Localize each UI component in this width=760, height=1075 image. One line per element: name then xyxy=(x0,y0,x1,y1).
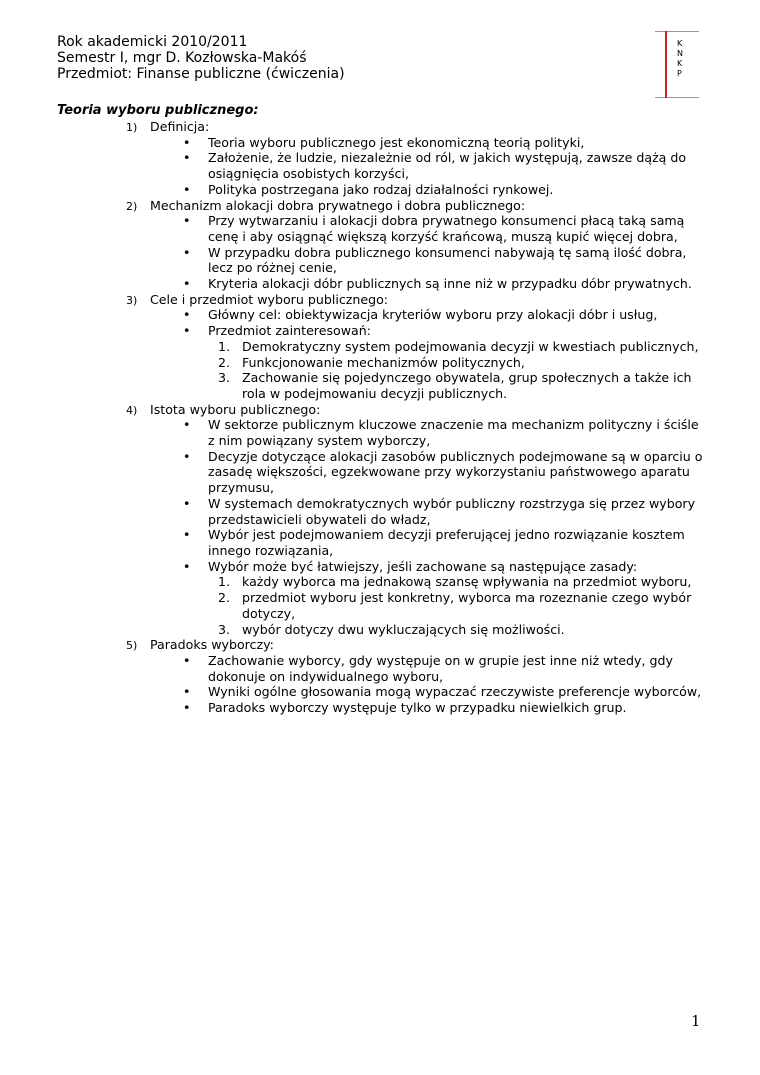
bullet-text: Przedmiot zainteresowań: xyxy=(208,323,371,339)
bullet-marker: • xyxy=(183,181,191,197)
bullet-text: W systemach demokratycznych wybór publiczny rozstrzyga się przez wybory przedstawicieli obywateli do władz, xyxy=(208,495,696,527)
section-heading-text: Cele i przedmiot wyboru publicznego: xyxy=(150,291,389,307)
bullet-marker: • xyxy=(183,700,191,716)
bullet-marker: • xyxy=(183,244,191,260)
numbered-item xyxy=(0,590,760,621)
item-text: każdy wyborca ma jednakową szansę wpływania na przedmiot wyboru, xyxy=(242,574,692,590)
bullet-marker: • xyxy=(183,417,191,433)
logo-top-rule xyxy=(655,31,699,32)
bullet-item xyxy=(0,182,760,198)
section-heading xyxy=(0,402,760,418)
logo-letters: K N K P xyxy=(677,39,683,78)
bullet-item xyxy=(0,653,760,684)
bullet-item xyxy=(0,684,760,700)
bullet-marker: • xyxy=(183,213,191,229)
bullet-marker: • xyxy=(183,448,191,464)
bullet-text: Wybór jest podejmowaniem decyzji preferującej jedno rozwiązanie kosztem innego rozwiązania, xyxy=(208,527,685,558)
item-text: Zachowanie się pojedynczego obywatela, grup społecznych a także ich rola w podejmowaniu decyzji publicznych. xyxy=(242,370,692,401)
section-number: 4) xyxy=(126,403,138,417)
bullet-text: Kryteria alokacji dóbr publicznych są inne niż w przypadku dóbr prywatnych. xyxy=(208,276,692,292)
bullet-item xyxy=(0,417,760,448)
item-number: 1. xyxy=(218,574,231,590)
bullet-item xyxy=(0,150,760,181)
item-text: Demokratyczny system podejmowania decyzji w kwestiach publicznych, xyxy=(242,338,699,354)
section-number: 3) xyxy=(126,293,138,307)
bullet-text: Wyniki ogólne głosowania mogą wypaczać rzeczywiste preferencje wyborców, xyxy=(208,684,702,700)
knkp-logo xyxy=(655,31,699,98)
bullet-marker: • xyxy=(183,652,191,668)
bullet-item xyxy=(0,323,760,339)
bullet-text: Przy wytwarzaniu i alokacji dobra prywatnego konsumenci płacą taką samą cenę i aby osiągnąć większą korzyść krańcową, muszą kupić więcej dobra, xyxy=(208,213,685,244)
bullet-marker: • xyxy=(183,558,191,574)
item-text: przedmiot wyboru jest konkretny, wyborca ma rozeznanie czego wybór dotyczy, xyxy=(242,590,692,621)
section-heading-text: Mechanizm alokacji dobra prywatnego i dobra publicznego: xyxy=(150,197,526,213)
bullet-item xyxy=(0,213,760,244)
semester-lecturer: Semestr I, mgr D. Kozłowska-Makóś xyxy=(57,50,307,66)
bullet-text: W sektorze publicznym kluczowe znaczenie ma mechanizm polityczny i ściśle z nim powiązany system wyborczy, xyxy=(208,417,699,449)
document-title: Teoria wyboru publicznego: xyxy=(57,103,259,118)
bullet-text: W przypadku dobra publicznego konsumenci nabywają tę samą ilość dobra, lecz po różnej cenie, xyxy=(208,244,687,276)
bullet-marker: • xyxy=(183,684,191,700)
page-number: 1 xyxy=(691,1012,701,1030)
bullet-text: Główny cel: obiektywizacja kryteriów wyboru przy alokacji dóbr i usług, xyxy=(208,307,658,323)
bullet-item xyxy=(0,307,760,323)
bullet-marker: • xyxy=(183,307,191,323)
item-number: 3. xyxy=(218,370,231,386)
section-heading-text: Istota wyboru publicznego: xyxy=(150,401,321,417)
bullet-marker: • xyxy=(183,495,191,511)
document-header xyxy=(57,34,345,82)
subject: Przedmiot: Finanse publiczne (ćwiczenia) xyxy=(57,66,345,82)
bullet-item xyxy=(0,276,760,292)
numbered-item xyxy=(0,355,760,371)
bullet-text: Teoria wyboru publicznego jest ekonomiczną teorią polityki, xyxy=(208,134,585,150)
bullet-text: Decyzje dotyczące alokacji zasobów publicznych podejmowane są w oparciu o zasadę większości, egzekwowane przy wykorzystaniu państwowego aparatu przymusu, xyxy=(208,448,703,496)
numbered-item xyxy=(0,622,760,638)
bullet-item xyxy=(0,559,760,575)
section-heading xyxy=(0,198,760,214)
section-heading xyxy=(0,637,760,653)
item-number: 2. xyxy=(218,590,231,606)
bullet-item xyxy=(0,496,760,527)
bullet-item xyxy=(0,245,760,276)
bullet-item xyxy=(0,700,760,716)
bullet-text: Polityka postrzegana jako rodzaj działalności rynkowej. xyxy=(208,181,554,197)
item-text: Funkcjonowanie mechanizmów politycznych, xyxy=(242,354,525,370)
section-number: 1) xyxy=(126,121,138,134)
bullet-item xyxy=(0,449,760,496)
section-heading xyxy=(0,119,760,135)
document-body xyxy=(0,119,760,716)
section-heading xyxy=(0,292,760,308)
bullet-marker: • xyxy=(183,150,191,166)
bullet-text: Zachowanie wyborcy, gdy występuje on w grupie jest inne niż wtedy, gdy dokonuje on indywidualnego wyboru, xyxy=(208,652,673,684)
bullet-marker: • xyxy=(183,276,191,292)
bullet-marker: • xyxy=(183,527,191,543)
bullet-item xyxy=(0,135,760,151)
logo-red-bar xyxy=(665,31,667,98)
section-number: 5) xyxy=(126,639,138,653)
item-number: 2. xyxy=(218,354,231,370)
section-heading-text: Paradoks wyborczy: xyxy=(150,637,274,653)
section-number: 2) xyxy=(126,199,138,213)
bullet-text: Paradoks wyborczy występuje tylko w przypadku niewielkich grup. xyxy=(208,700,627,716)
logo-bottom-rule xyxy=(655,97,699,98)
bullet-text: Założenie, że ludzie, niezależnie od ról, w jakich występują, zawsze dążą do osiągnięcia osobistych korzyści, xyxy=(208,150,687,182)
bullet-item xyxy=(0,527,760,558)
section-heading-text: Definicja: xyxy=(150,119,210,134)
bullet-text: Wybór może być łatwiejszy, jeśli zachowane są następujące zasady: xyxy=(208,558,638,574)
item-text: wybór dotyczy dwu wykluczających się możliwości. xyxy=(242,621,565,637)
item-number: 1. xyxy=(218,338,231,354)
bullet-marker: • xyxy=(183,134,191,150)
academic-year: Rok akademicki 2010/2011 xyxy=(57,34,248,50)
bullet-marker: • xyxy=(183,323,191,339)
numbered-item xyxy=(0,339,760,355)
numbered-item xyxy=(0,370,760,401)
numbered-item xyxy=(0,574,760,590)
item-number: 3. xyxy=(218,621,231,637)
